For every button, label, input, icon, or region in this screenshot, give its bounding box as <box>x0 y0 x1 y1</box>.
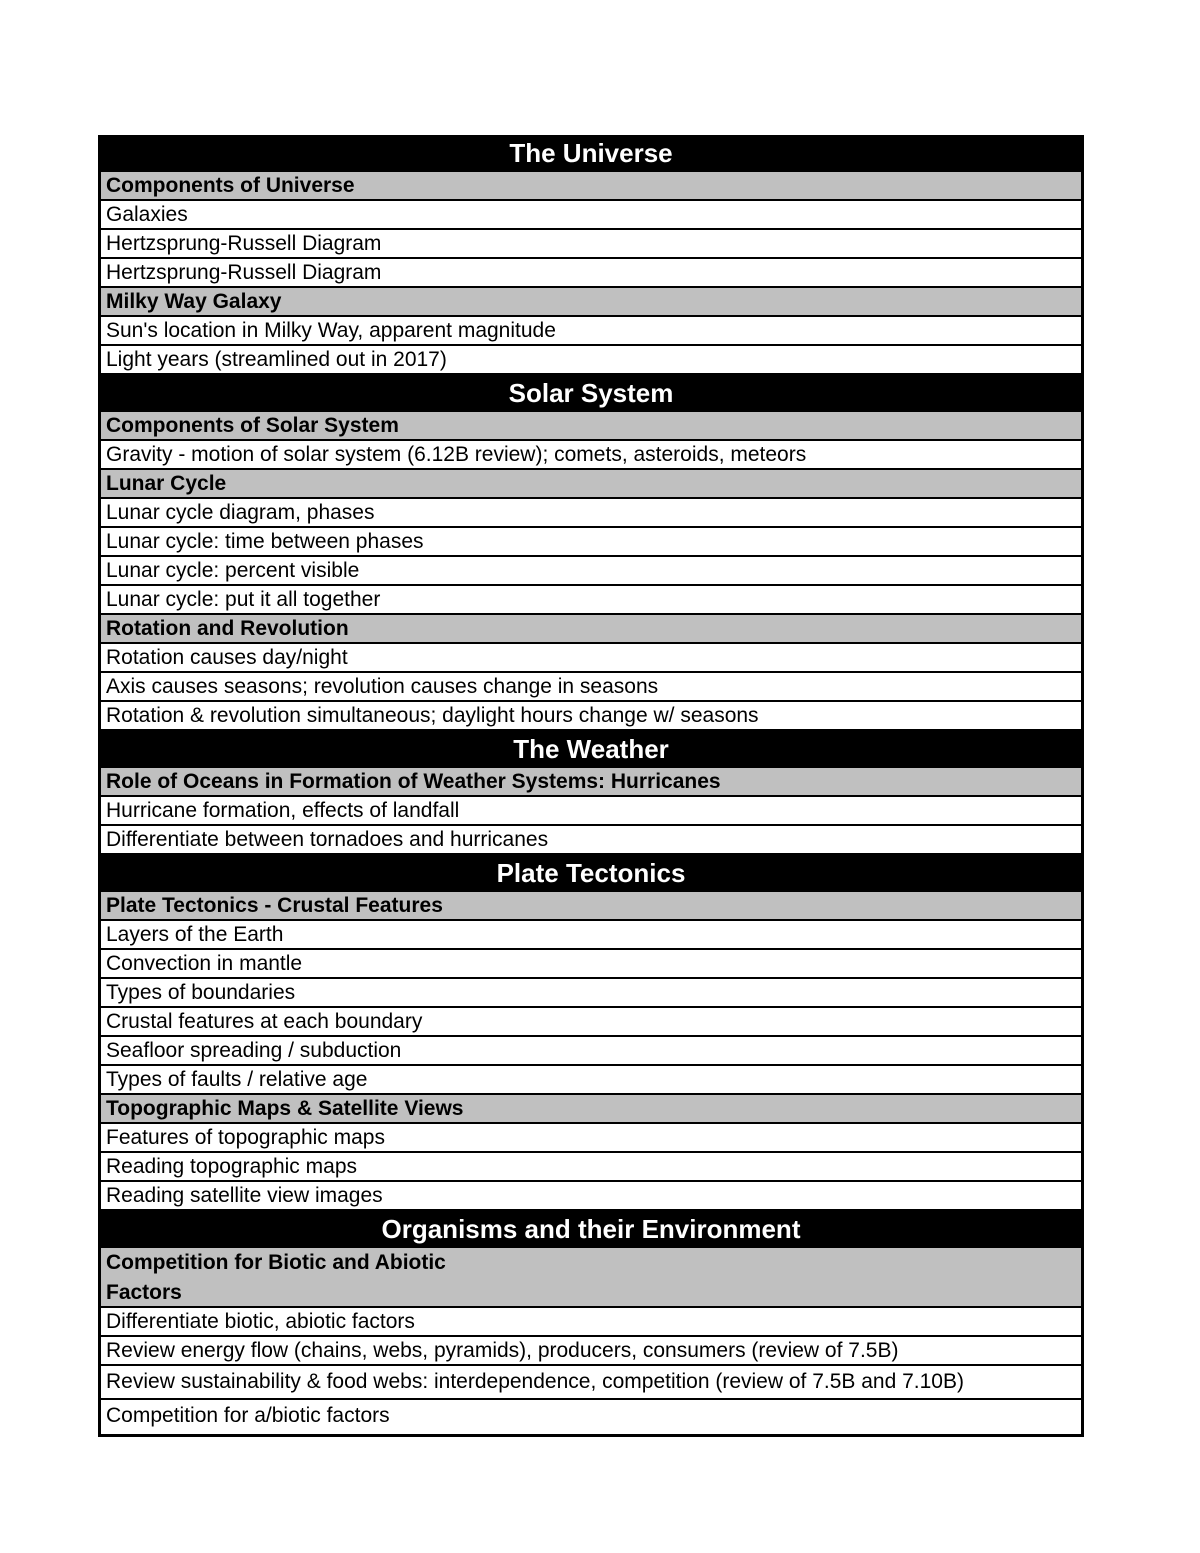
subsection-header: Topographic Maps & Satellite Views <box>101 1095 1081 1124</box>
topic-row: Hurricane formation, effects of landfall <box>101 797 1081 826</box>
topic-row: Review sustainability & food webs: interdependence, competition (review of 7.5B and 7.10B) <box>101 1366 1081 1400</box>
topic-row: Rotation causes day/night <box>101 644 1081 673</box>
topic-row: Lunar cycle: time between phases <box>101 528 1081 557</box>
topic-row: Hertzsprung-Russell Diagram <box>101 259 1081 288</box>
topic-row: Convection in mantle <box>101 950 1081 979</box>
topic-row: Types of boundaries <box>101 979 1081 1008</box>
topic-row: Rotation & revolution simultaneous; daylight hours change w/ seasons <box>101 702 1081 731</box>
section-header-the-weather: The Weather <box>101 731 1081 768</box>
topic-row: Gravity - motion of solar system (6.12B review); comets, asteroids, meteors <box>101 441 1081 470</box>
topic-row: Lunar cycle diagram, phases <box>101 499 1081 528</box>
subsection-header: Milky Way Galaxy <box>101 288 1081 317</box>
topic-row: Competition for a/biotic factors <box>101 1400 1081 1434</box>
subsection-header: Lunar Cycle <box>101 470 1081 499</box>
topic-row: Reading satellite view images <box>101 1182 1081 1211</box>
topic-row: Crustal features at each boundary <box>101 1008 1081 1037</box>
subsection-header: Competition for Biotic and Abiotic Factors <box>101 1248 1081 1308</box>
topic-row: Layers of the Earth <box>101 921 1081 950</box>
section-header-solar-system: Solar System <box>101 375 1081 412</box>
topic-row: Review energy flow (chains, webs, pyramids), producers, consumers (review of 7.5B) <box>101 1337 1081 1366</box>
topic-row: Differentiate between tornadoes and hurricanes <box>101 826 1081 855</box>
topic-row: Reading topographic maps <box>101 1153 1081 1182</box>
subsection-header: Role of Oceans in Formation of Weather Systems: Hurricanes <box>101 768 1081 797</box>
topic-row: Sun's location in Milky Way, apparent magnitude <box>101 317 1081 346</box>
topic-row: Features of topographic maps <box>101 1124 1081 1153</box>
topic-row: Seafloor spreading / subduction <box>101 1037 1081 1066</box>
section-header-plate-tectonics: Plate Tectonics <box>101 855 1081 892</box>
subsection-header: Plate Tectonics - Crustal Features <box>101 892 1081 921</box>
topic-row: Differentiate biotic, abiotic factors <box>101 1308 1081 1337</box>
curriculum-table <box>98 135 1084 1437</box>
topic-row: Types of faults / relative age <box>101 1066 1081 1095</box>
topic-row: Hertzsprung-Russell Diagram <box>101 230 1081 259</box>
section-header-the-universe: The Universe <box>101 135 1081 172</box>
topic-row: Light years (streamlined out in 2017) <box>101 346 1081 375</box>
section-header-organisms-and-their-environment: Organisms and their Environment <box>101 1211 1081 1248</box>
subsection-header: Components of Solar System <box>101 412 1081 441</box>
subsection-header: Components of Universe <box>101 172 1081 201</box>
topic-row: Lunar cycle: put it all together <box>101 586 1081 615</box>
topic-row: Axis causes seasons; revolution causes change in seasons <box>101 673 1081 702</box>
subsection-header: Rotation and Revolution <box>101 615 1081 644</box>
topic-row: Lunar cycle: percent visible <box>101 557 1081 586</box>
topic-row: Galaxies <box>101 201 1081 230</box>
